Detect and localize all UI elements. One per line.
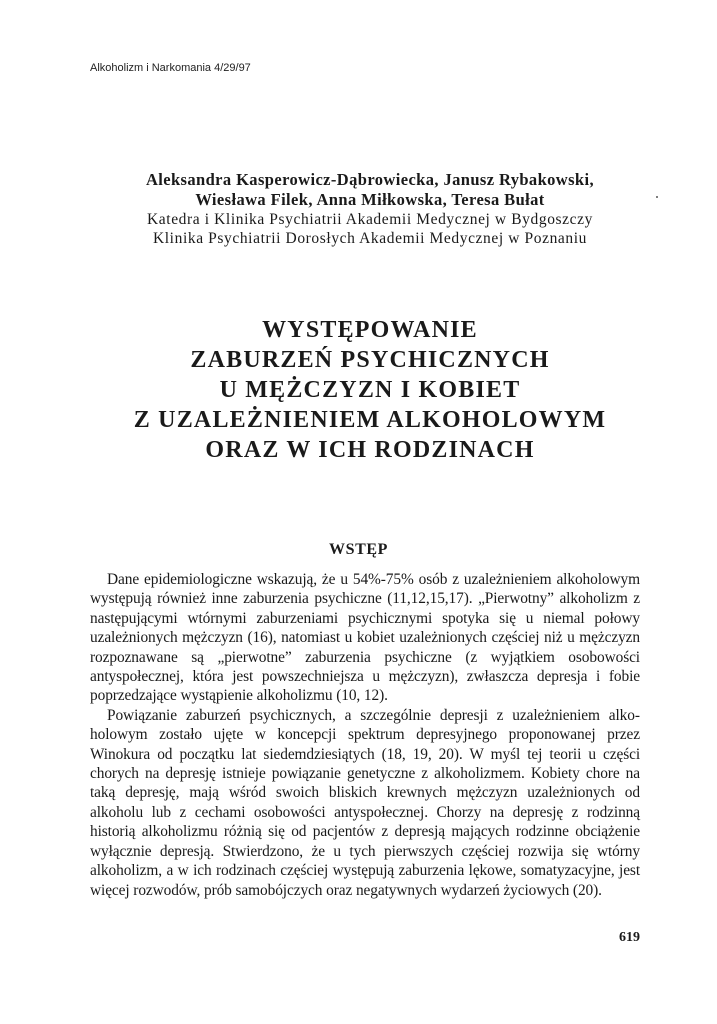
- section-heading: WSTĘP: [328, 541, 388, 558]
- author-line: Wiesława Filek, Anna Miłkowska, Teresa Bułat: [195, 190, 545, 209]
- title-line: WYSTĘPOWANIE: [262, 317, 478, 343]
- page-number: 619: [619, 930, 640, 945]
- article-title: [60, 315, 680, 465]
- title-line: ZABURZEŃ PSYCHICZNYCH: [190, 347, 550, 373]
- author-line: Aleksandra Kasperowicz-Dąbrowiecka, Janusz Rybakowski,: [145, 170, 595, 189]
- affiliation-line: Klinika Psychiatrii Dorosłych Akademii Medycznej w Poznaniu: [152, 230, 588, 247]
- paragraph: Powiązanie zaburzeń psychicznych, a szczególnie depresji z uzależnieniem alkoholowym zostało ujęte w koncepcji spektrum depresyjnego proponowanej przez Winokura od początku lat siedemdziesiątych (18, 19, 20). W myśl tej teorii u części chorych na depresję istnieje powiązanie genetyczne z alkoholizmem. Kobiety chore na taką depresję, mają wśród swoich bliskich krewnych mężczyzn uzależnionych od alkoholu lub z cechami osobowości antyspołecznej. Chorzy na depresję z rodzinną historią alkoholizmu różnią się od pacjentów z depresją mających rodzinne obciążenie wyłącznie depresją. Stwierdzono, że u tych pierwszych częściej rozwija się wtórny alkoholizm, a w ich rodzinach częściej występują zaburzenia lękowe, somatyzacyjne, jest więcej rozwodów, prób samobójczych oraz negatywnych wydarzeń życiowych (20).: [90, 706, 640, 899]
- paragraph: Dane epidemiologiczne wskazują, że u 54%-75% osób z uzależnieniem alkoholowym występują również inne zaburzenia psychiczne (11,12,15,17). „Pierwotny” alkoholizm z następującymi wtórnymi zaburzeniami psychicznymi spotyka się u niemal połowy uzależnionych mężczyzn (16), natomiast u kobiet uzależnionych częściej niż u mężczyzn rozpoznawane są „pierwotne” zaburzenia psychiczne (z wyjątkiem osobowości antyspołecznej, która jest powszechniejsza u mężczyzn), zwłaszcza depresja i fobie poprzedzające wystąpienie alkoholizmu (10, 12).: [90, 571, 640, 705]
- body-text: [90, 570, 640, 900]
- authors-block: [80, 170, 660, 248]
- running-head: Alkoholizm i Narkomania 4/29/97: [90, 62, 251, 74]
- title-line: Z UZALEŻNIENIEM ALKOHOLOWYM: [133, 407, 607, 433]
- affiliation-line: Katedra i Klinika Psychiatrii Akademii Medycznej w Bydgoszczy: [147, 211, 593, 228]
- title-line: U MĘŻCZYZN I KOBIET: [219, 377, 521, 403]
- title-line: ORAZ W ICH RODZINACH: [205, 437, 535, 463]
